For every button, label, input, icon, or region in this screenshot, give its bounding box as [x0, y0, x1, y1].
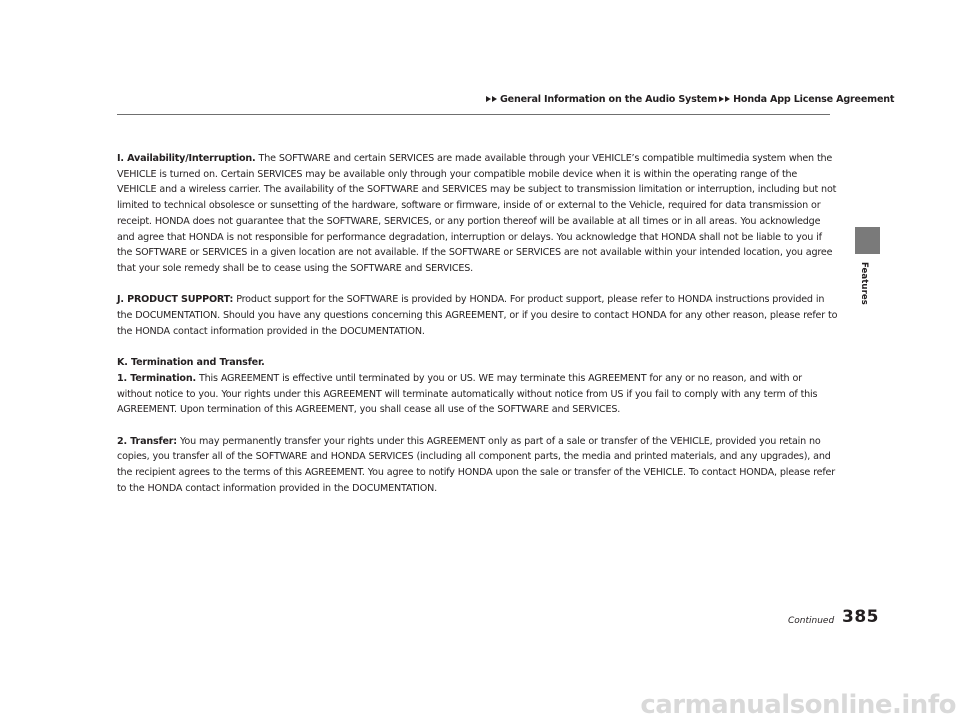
section-heading: J. PRODUCT SUPPORT:: [117, 294, 234, 306]
breadcrumb-audio-system[interactable]: General Information on the Audio System: [500, 94, 718, 105]
section-heading: I. Availability/Interruption.: [117, 153, 256, 164]
watermark: carmanualsonline.info: [640, 690, 956, 720]
chapter-tab[interactable]: [855, 227, 880, 254]
item-body: This AGREEMENT is effective until terminated by you or US. WE may terminate this AGREEMENT for any or no reason, and with or without notice to you. Your rights under this AGREEMENT will terminate automatically without notice from US if you fail to comply with any term of this AGREEMENT. Upon termination of this AGREEMENT, you shall cease all use of the SOFTWARE and SERVICES.: [117, 372, 818, 416]
item-heading: 2. Transfer:: [117, 435, 177, 447]
arrow-icon: [492, 96, 497, 102]
arrow-icon: [725, 96, 730, 102]
section-body: The SOFTWARE and certain SERVICES are made available through your VEHICLE’s compatible multimedia system when the VEHICLE is turned on. Certain SERVICES may be available only through your compatible mobile device when it is within the operating range of the VEHICLE and a wireless carrier. The availability of the SOFTWARE and SERVICES may be subject to transmission limitation or interruption, including but not limited to technical obsolesce or sunsetting of the hardware, software or firmware, inside of or external to the Vehicle, required for data transmission or receipt. HONDA does not guarantee that the SOFTWARE, SERVICES, or any portion thereof will be available at all times or in all areas. You acknowledge and agree that HONDA is not responsible for performance degradation, interruption or delays. You acknowledge that HONDA shall not be liable to you if the SOFTWARE or SERVICES in a given location are not available. If the SOFTWARE or SERVICES are not available within your intended location, you agree that your sole remedy shall be to cease using the SOFTWARE and SERVICES.: [117, 153, 837, 274]
item-heading: 1. Termination.: [117, 372, 196, 384]
agreement-text: [117, 151, 839, 512]
section-k-item-2: [117, 434, 839, 497]
section-body: Product support for the SOFTWARE is provided by HONDA. For product support, please refer to HONDA instructions provided in the DOCUMENTATION. Should you have any questions concerning this AGREEMENT, or if you desire to contact HONDA for any other reason, please refer to the HONDA contact information provided in the DOCUMENTATION.: [117, 294, 838, 337]
section-j: [117, 292, 839, 339]
section-k-item-1: [117, 371, 839, 418]
section-k-heading: [117, 355, 839, 371]
arrow-icon: [486, 96, 491, 102]
continued-label: Continued: [788, 616, 835, 626]
section-heading: K. Termination and Transfer.: [117, 357, 265, 369]
chapter-label: Features: [859, 262, 869, 305]
page-number: 385: [842, 607, 879, 627]
section-i: [117, 151, 839, 277]
header-divider: [117, 114, 830, 115]
breadcrumb: [486, 94, 894, 105]
item-body: You may permanently transfer your rights under this AGREEMENT only as part of a sale or transfer of the VEHICLE, provided you retain no copies, you transfer all of the SOFTWARE and HONDA SERVICES (including all component parts, the media and printed materials, and any upgrades), and the recipient agrees to the terms of this AGREEMENT. You agree to notify HONDA upon the sale or transfer of the VEHICLE. To contact HONDA, please refer to the HONDA contact information provided in the DOCUMENTATION.: [117, 435, 835, 494]
breadcrumb-license-agreement[interactable]: Honda App License Agreement: [733, 94, 895, 105]
arrow-icon: [719, 96, 724, 102]
